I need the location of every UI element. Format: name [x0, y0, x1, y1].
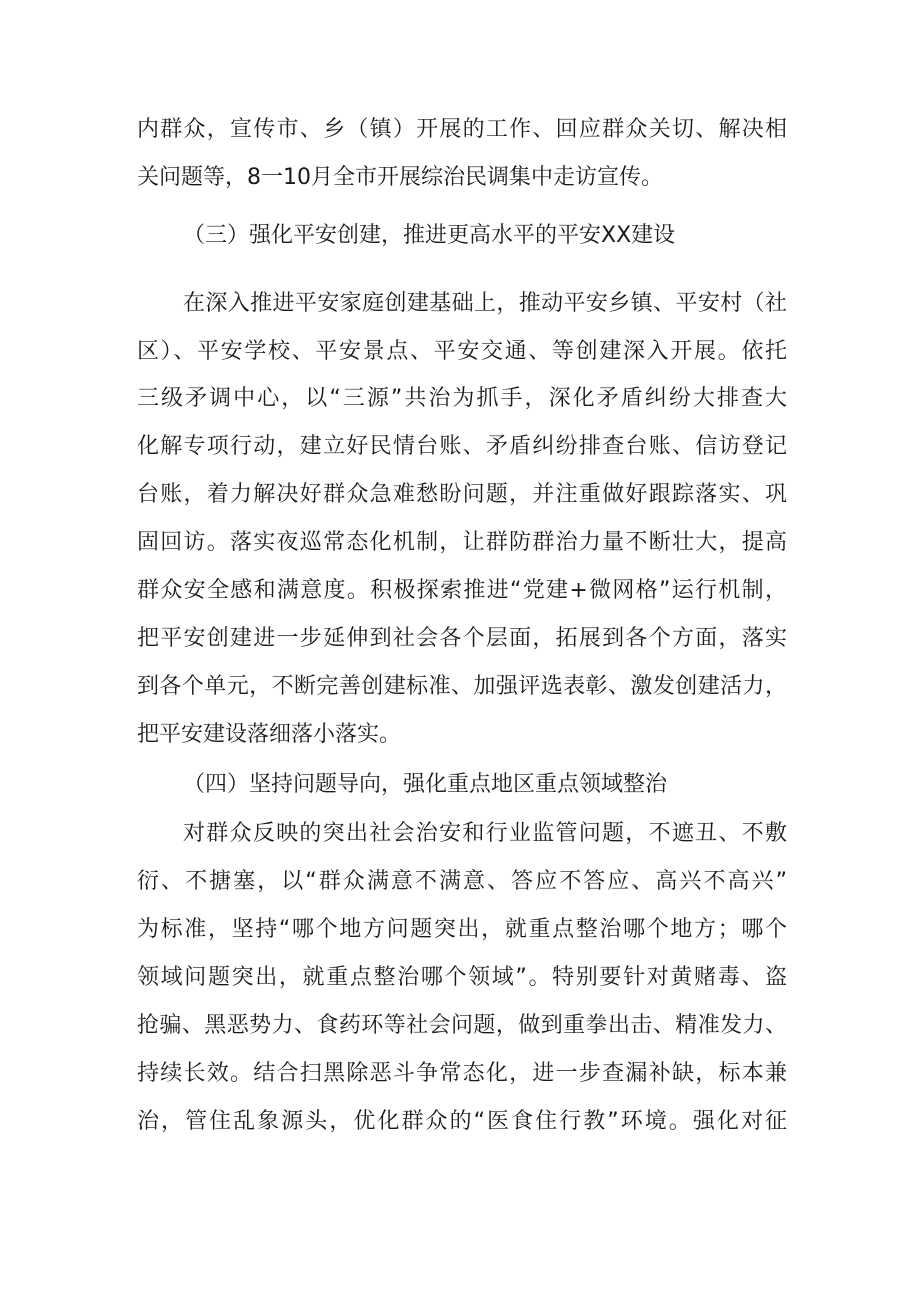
paragraph-3-line-3: 为标准，坚持“哪个地方问题突出，就重点整治哪个地方；哪个 — [137, 917, 787, 942]
paragraph-2-line-3: 三级矛调中心，以“三源”共治为抓手，深化矛盾纠纷大排查大 — [137, 386, 787, 411]
paragraph-3-line-1: 对群众反映的突出社会治安和行业监管问题，不遮丑、不敷 — [183, 821, 787, 846]
paragraph-2-line-9: 到各个单元，不断完善创建标准、加强评选表彰、激发创建活力， — [137, 674, 787, 699]
paragraph-2-line-2: 区）、平安学校、平安景点、平安交通、等创建深入开展。依托 — [137, 339, 787, 364]
paragraph-2-line-5: 台账，着力解决好群众急难愁盼问题，并注重做好跟踪落实、巩 — [137, 482, 787, 507]
paragraph-2-line-6: 固回访。落实夜巡常态化机制，让群防群治力量不断壮大，提高 — [137, 530, 787, 555]
paragraph-1-line-1: 内群众，宣传市、乡（镇）开展的工作、回应群众关切、解决相 — [137, 117, 787, 142]
paragraph-2-line-1: 在深入推进平安家庭创建基础上，推动平安乡镇、平安村（社 — [183, 291, 787, 316]
paragraph-1-line-2: 关问题等，8一10月全市开展综治民调集中走访宣传。 — [137, 165, 663, 190]
paragraph-3-line-2: 衍、不搪塞，以“群众满意不满意、答应不答应、高兴不高兴” — [137, 869, 787, 894]
section-heading-4: （四）坚持问题导向，强化重点地区重点领域整治 — [183, 772, 668, 797]
paragraph-3-line-5: 抢骗、黑恶势力、食药环等社会问题，做到重拳出击、精准发力、 — [137, 1013, 787, 1038]
paragraph-3-line-4: 领域问题突出，就重点整治哪个领域”。特别要针对黄赌毒、盗 — [137, 965, 787, 990]
paragraph-3-line-7: 治，管住乱象源头，优化群众的“医食住行教”环境。强化对征 — [137, 1109, 787, 1134]
paragraph-2-line-7: 群众安全感和满意度。积极探索推进“党建+微网格”运行机制， — [137, 578, 787, 603]
paragraph-2-line-10: 把平安建设落细落小落实。 — [137, 722, 402, 747]
section-heading-3: （三）强化平安创建，推进更高水平的平安XX建设 — [183, 223, 676, 248]
paragraph-3-line-6: 持续长效。结合扫黑除恶斗争常态化，进一步查漏补缺，标本兼 — [137, 1061, 787, 1086]
paragraph-2-line-4: 化解专项行动，建立好民情台账、矛盾纠纷排查台账、信访登记 — [137, 434, 787, 459]
paragraph-2-line-8: 把平安创建进一步延伸到社会各个层面，拓展到各个方面，落实 — [137, 626, 787, 651]
